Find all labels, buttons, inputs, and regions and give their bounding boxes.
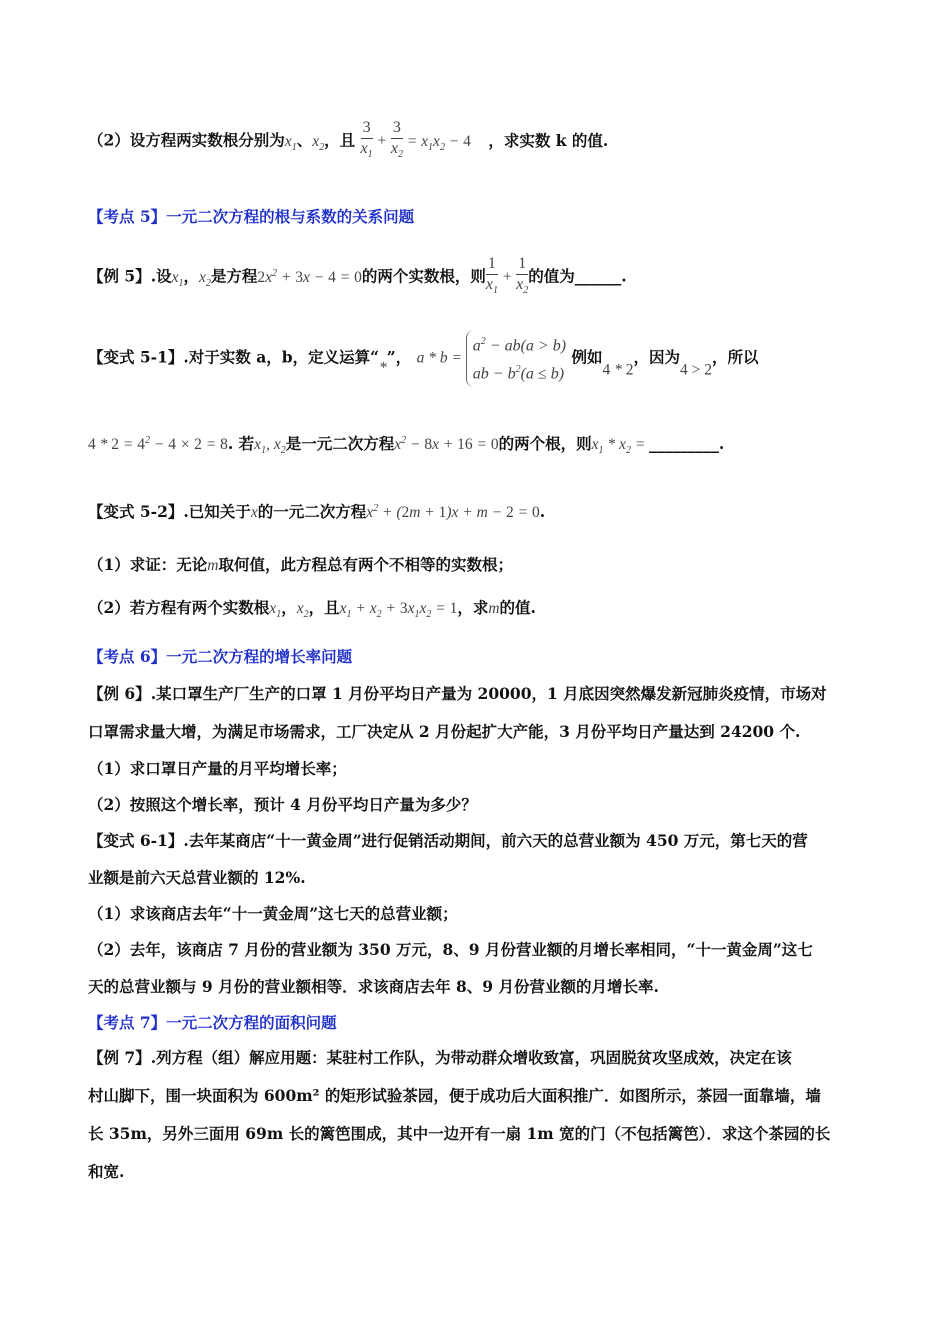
variant-6-1-q2a: （2）去年，该商店 7 月份的营业额为 350 万元，8、9 月份营业额的月增长率相同，“十一黄金周”这七 [88, 940, 813, 959]
section-heading-6: 【考点 6】一元二次方程的增长率问题 [88, 647, 353, 666]
variant-6-1-q2b: 天的总营业额与 9 月份的营业额相等．求该商店去年 8、9 月份营业额的月增长率. [88, 977, 659, 996]
problem-part-2: （2）设方程两实数根分别为$x_1$、$x_2$，且 $\frac{3}{x_1}$ + $\frac{3}{x_2}$ = $x_1x_2 - 4$ ，求实数 k 的值. [88, 118, 608, 165]
example-7-line1: 【例 7】.列方程（组）解应用题：某驻村工作队，为带动群众增收致富，巩固脱贫攻坚成效，决定在该 [88, 1048, 792, 1067]
section-heading-5: 【考点 5】一元二次方程的根与系数的关系问题 [88, 207, 415, 226]
piecewise-definition: $a^2 - ab(a > b)$ ab − $b^2(a \le b)$ [466, 330, 566, 387]
variant-6-1-line2: 业额是前六天总营业额的 12%. [88, 868, 306, 887]
variant-5-1-line2: $4 * 2 = 4^2 - 4 \times 2 = 8$. 若$x_1$, $x_2$是一元二次方程$x^2 - 8x + 16 = 0$的两个根，则$x_1 * x_2$ = _________. [88, 434, 725, 457]
variant-5-2-q2: （2）若方程有两个实数根$x_1$，$x_2$，且$x_1 + x_2 + 3x_1x_2 = 1$，求m的值. [88, 598, 536, 621]
example-5: 【例 5】.设$x_1$，$x_2$是方程$2x^2 + 3x - 4 = 0$的两个实数根，则 $\frac{1}{x_1}$ + $\frac{1}{x_2}$ 的值为______. [88, 255, 627, 297]
example-6-q1: （1）求口罩日产量的月平均增长率； [88, 759, 347, 778]
section-heading-7: 【考点 7】一元二次方程的面积问题 [88, 1013, 337, 1032]
example-6-line1: 【例 6】.某口罩生产厂生产的口罩 1 月份平均日产量为 20000，1 月底因突然爆发新冠肺炎疫情，市场对 [88, 684, 827, 703]
example-6-line2: 口罩需求量大增，为满足市场需求，工厂决定从 2 月份起扩大产能，3 月份平均日产量达到 24200 个. [88, 722, 801, 741]
variant-5-2: 【变式 5-2】.已知关于x的一元二次方程$x^2 + (2m + 1)x + m - 2 = 0$. [88, 502, 546, 521]
example-7-line3: 长 35m，另外三面用 69m 长的篱笆围成，其中一边开有一扇 1m 宽的门（不包括篱笆）．求这个茶园的长 [88, 1124, 831, 1143]
example-7-line4: 和宽. [88, 1162, 125, 1181]
variant-5-2-q1: （1）求证：无论m取何值，此方程总有两个不相等的实数根； [88, 555, 514, 574]
formula: $\frac{3}{x_1}$ [360, 119, 373, 161]
variant-6-1-q1: （1）求该商店去年“十一黄金周”这七天的总营业额； [88, 904, 458, 923]
example-6-q2: （2）按照这个增长率，预计 4 月份平均日产量为多少？ [88, 795, 477, 814]
variant-6-1-line1: 【变式 6-1】.去年某商店“十一黄金周”进行促销活动期间，前六天的总营业额为 450 万元，第七天的营 [88, 831, 808, 850]
example-7-line2: 村山脚下，围一块面积为 600m² 的矩形试验茶园，便于成功后大面积推广．如图所示，茶园一面靠墙，墙 [88, 1086, 821, 1105]
variant-5-1: 【变式 5-1】.对于实数 a，b，定义运算“*”， $a * b = a^2 - ab(a > b)$ ab − $b^2(a \le b)$ 例如4 * 2，因为4 > 2，所以 [88, 330, 759, 387]
